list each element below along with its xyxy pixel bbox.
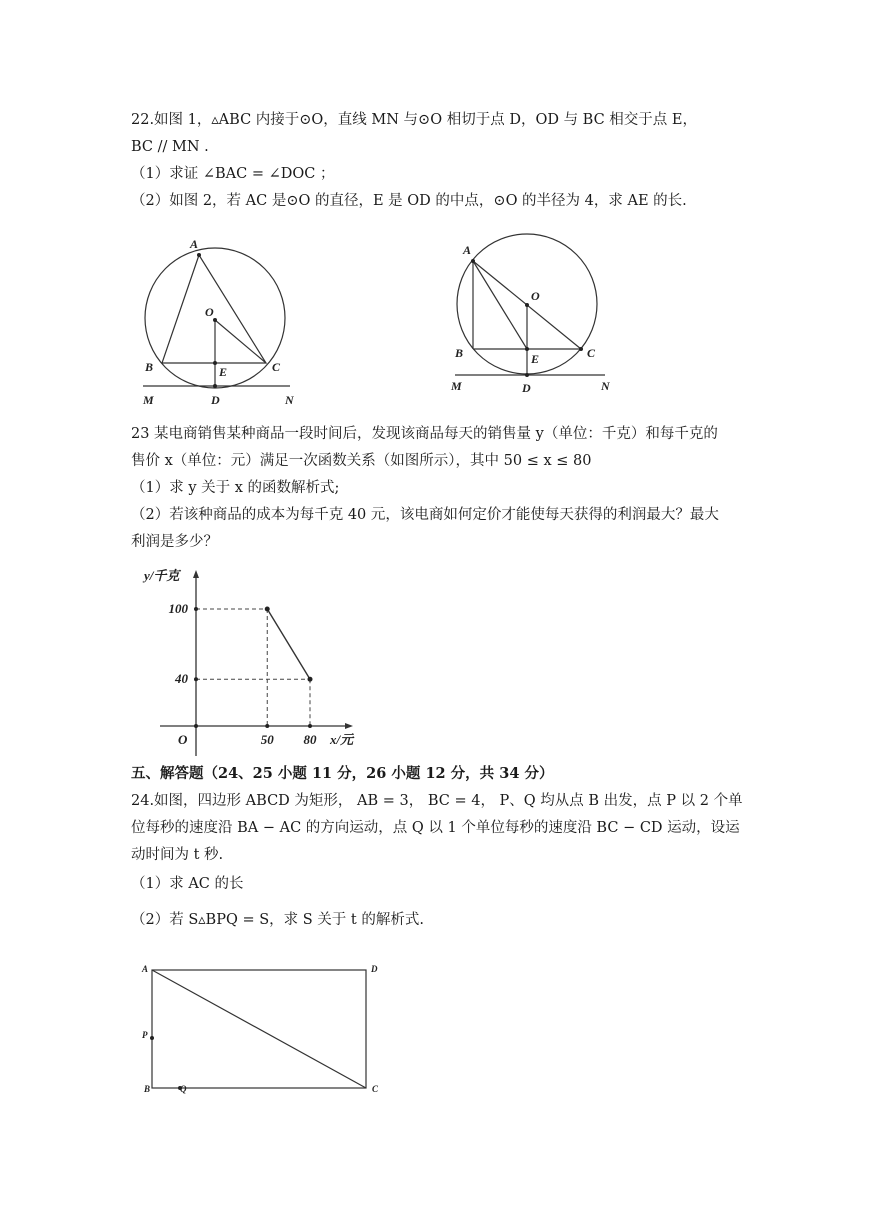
q24-line3: 动时间为 t 秒. bbox=[131, 847, 224, 863]
label-o-2: O bbox=[531, 289, 540, 303]
segment-oc bbox=[215, 320, 266, 363]
label-a: A bbox=[190, 237, 199, 251]
triangle-abc bbox=[162, 255, 266, 363]
diagonal-ac bbox=[152, 970, 366, 1088]
q24-part1: （1）求 AC 的长 bbox=[131, 876, 244, 892]
origin-point bbox=[194, 724, 198, 728]
label-c-rect: C bbox=[372, 1084, 379, 1094]
q22-line2: BC // MN . bbox=[131, 139, 209, 155]
y-tick-label-1: 40 bbox=[175, 671, 188, 687]
data-point-0 bbox=[265, 607, 270, 612]
q23-line1: 23 某电商销售某种商品一段时间后，发现该商品每天的销售量 y（单位：千克）和每千克的 bbox=[131, 426, 718, 442]
label-c-2: C bbox=[587, 346, 596, 360]
label-d-rect: D bbox=[371, 964, 378, 974]
q24-line1: 24.如图，四边形 ABCD 为矩形， AB = 3， BC = 4， P、Q 均从点 B 出发，点 P 以 2 个单 bbox=[131, 793, 743, 809]
label-m-2: M bbox=[451, 379, 462, 393]
q23-part2: （2）若该种商品的成本为每千克 40 元，该电商如何定价才能使每天获得的利润最大？最大 bbox=[131, 507, 719, 523]
label-b: B bbox=[145, 360, 154, 374]
label-n: N bbox=[285, 393, 294, 407]
x-tick-label-0: 50 bbox=[260, 732, 274, 747]
label-p-rect: P bbox=[142, 1030, 148, 1040]
q22-line1: 22.如图 1，▵ABC 内接于⊙O，直线 MN 与⊙O 相切于点 D，OD 与 BC 相交于点 E， bbox=[131, 112, 697, 128]
label-b-rect: B bbox=[144, 1084, 151, 1094]
x-tick-dot-0 bbox=[265, 724, 269, 728]
series-line bbox=[267, 609, 310, 679]
label-d-2: D bbox=[522, 381, 531, 395]
x-tick-label-1: 80 bbox=[303, 732, 317, 747]
label-d: D bbox=[211, 393, 220, 407]
label-o: O bbox=[205, 305, 214, 319]
segment-ae bbox=[473, 261, 527, 349]
y-tick-dot-0 bbox=[194, 607, 198, 611]
q23-part1: （1）求 y 关于 x 的函数解析式; bbox=[131, 480, 340, 496]
q22-figure-2 bbox=[445, 230, 620, 395]
label-n-2: N bbox=[601, 379, 610, 393]
y-tick-dot-1 bbox=[194, 677, 198, 681]
y-tick-label-0: 100 bbox=[168, 601, 188, 616]
label-e-2: E bbox=[531, 352, 540, 366]
label-e: E bbox=[219, 365, 228, 379]
q22-part2: （2）如图 2，若 AC 是⊙O 的直径，E 是 OD 的中点，⊙O 的半径为 4，求 AE 的长. bbox=[131, 193, 687, 209]
x-axis-label: x/元 bbox=[330, 732, 354, 747]
label-a-rect: A bbox=[142, 964, 149, 974]
q24-line2: 位每秒的速度沿 BA − AC 的方向运动，点 Q 以 1 个单位每秒的速度沿 BC − CD 运动，设运 bbox=[131, 820, 740, 836]
q24-figure bbox=[138, 958, 388, 1098]
q22-figure-1 bbox=[135, 232, 305, 407]
q23-chart bbox=[140, 560, 370, 760]
label-q-rect: Q bbox=[180, 1084, 187, 1094]
x-tick-dot-1 bbox=[308, 724, 312, 728]
label-a-2: A bbox=[463, 243, 472, 257]
origin-label: O bbox=[178, 732, 188, 747]
label-c: C bbox=[272, 360, 281, 374]
label-m: M bbox=[143, 393, 154, 407]
y-axis-label: y/千克 bbox=[144, 568, 180, 583]
q24-part2: （2）若 S▵BPQ = S，求 S 关于 t 的解析式. bbox=[131, 912, 424, 928]
q22-part1: （1）求证 ∠BAC = ∠DOC ； bbox=[131, 166, 335, 182]
x-axis-arrow bbox=[345, 723, 353, 729]
q23-line5: 利润是多少？ bbox=[131, 534, 218, 550]
section-heading: 五、解答题（24、25 小题 11 分，26 小题 12 分，共 34 分） bbox=[131, 765, 554, 782]
q23-line2: 售价 x（单位：元）满足一次函数关系（如图所示），其中 50 ≤ x ≤ 80 bbox=[131, 453, 592, 469]
y-axis-arrow bbox=[193, 570, 199, 578]
data-point-1 bbox=[308, 677, 313, 682]
label-b-2: B bbox=[455, 346, 464, 360]
